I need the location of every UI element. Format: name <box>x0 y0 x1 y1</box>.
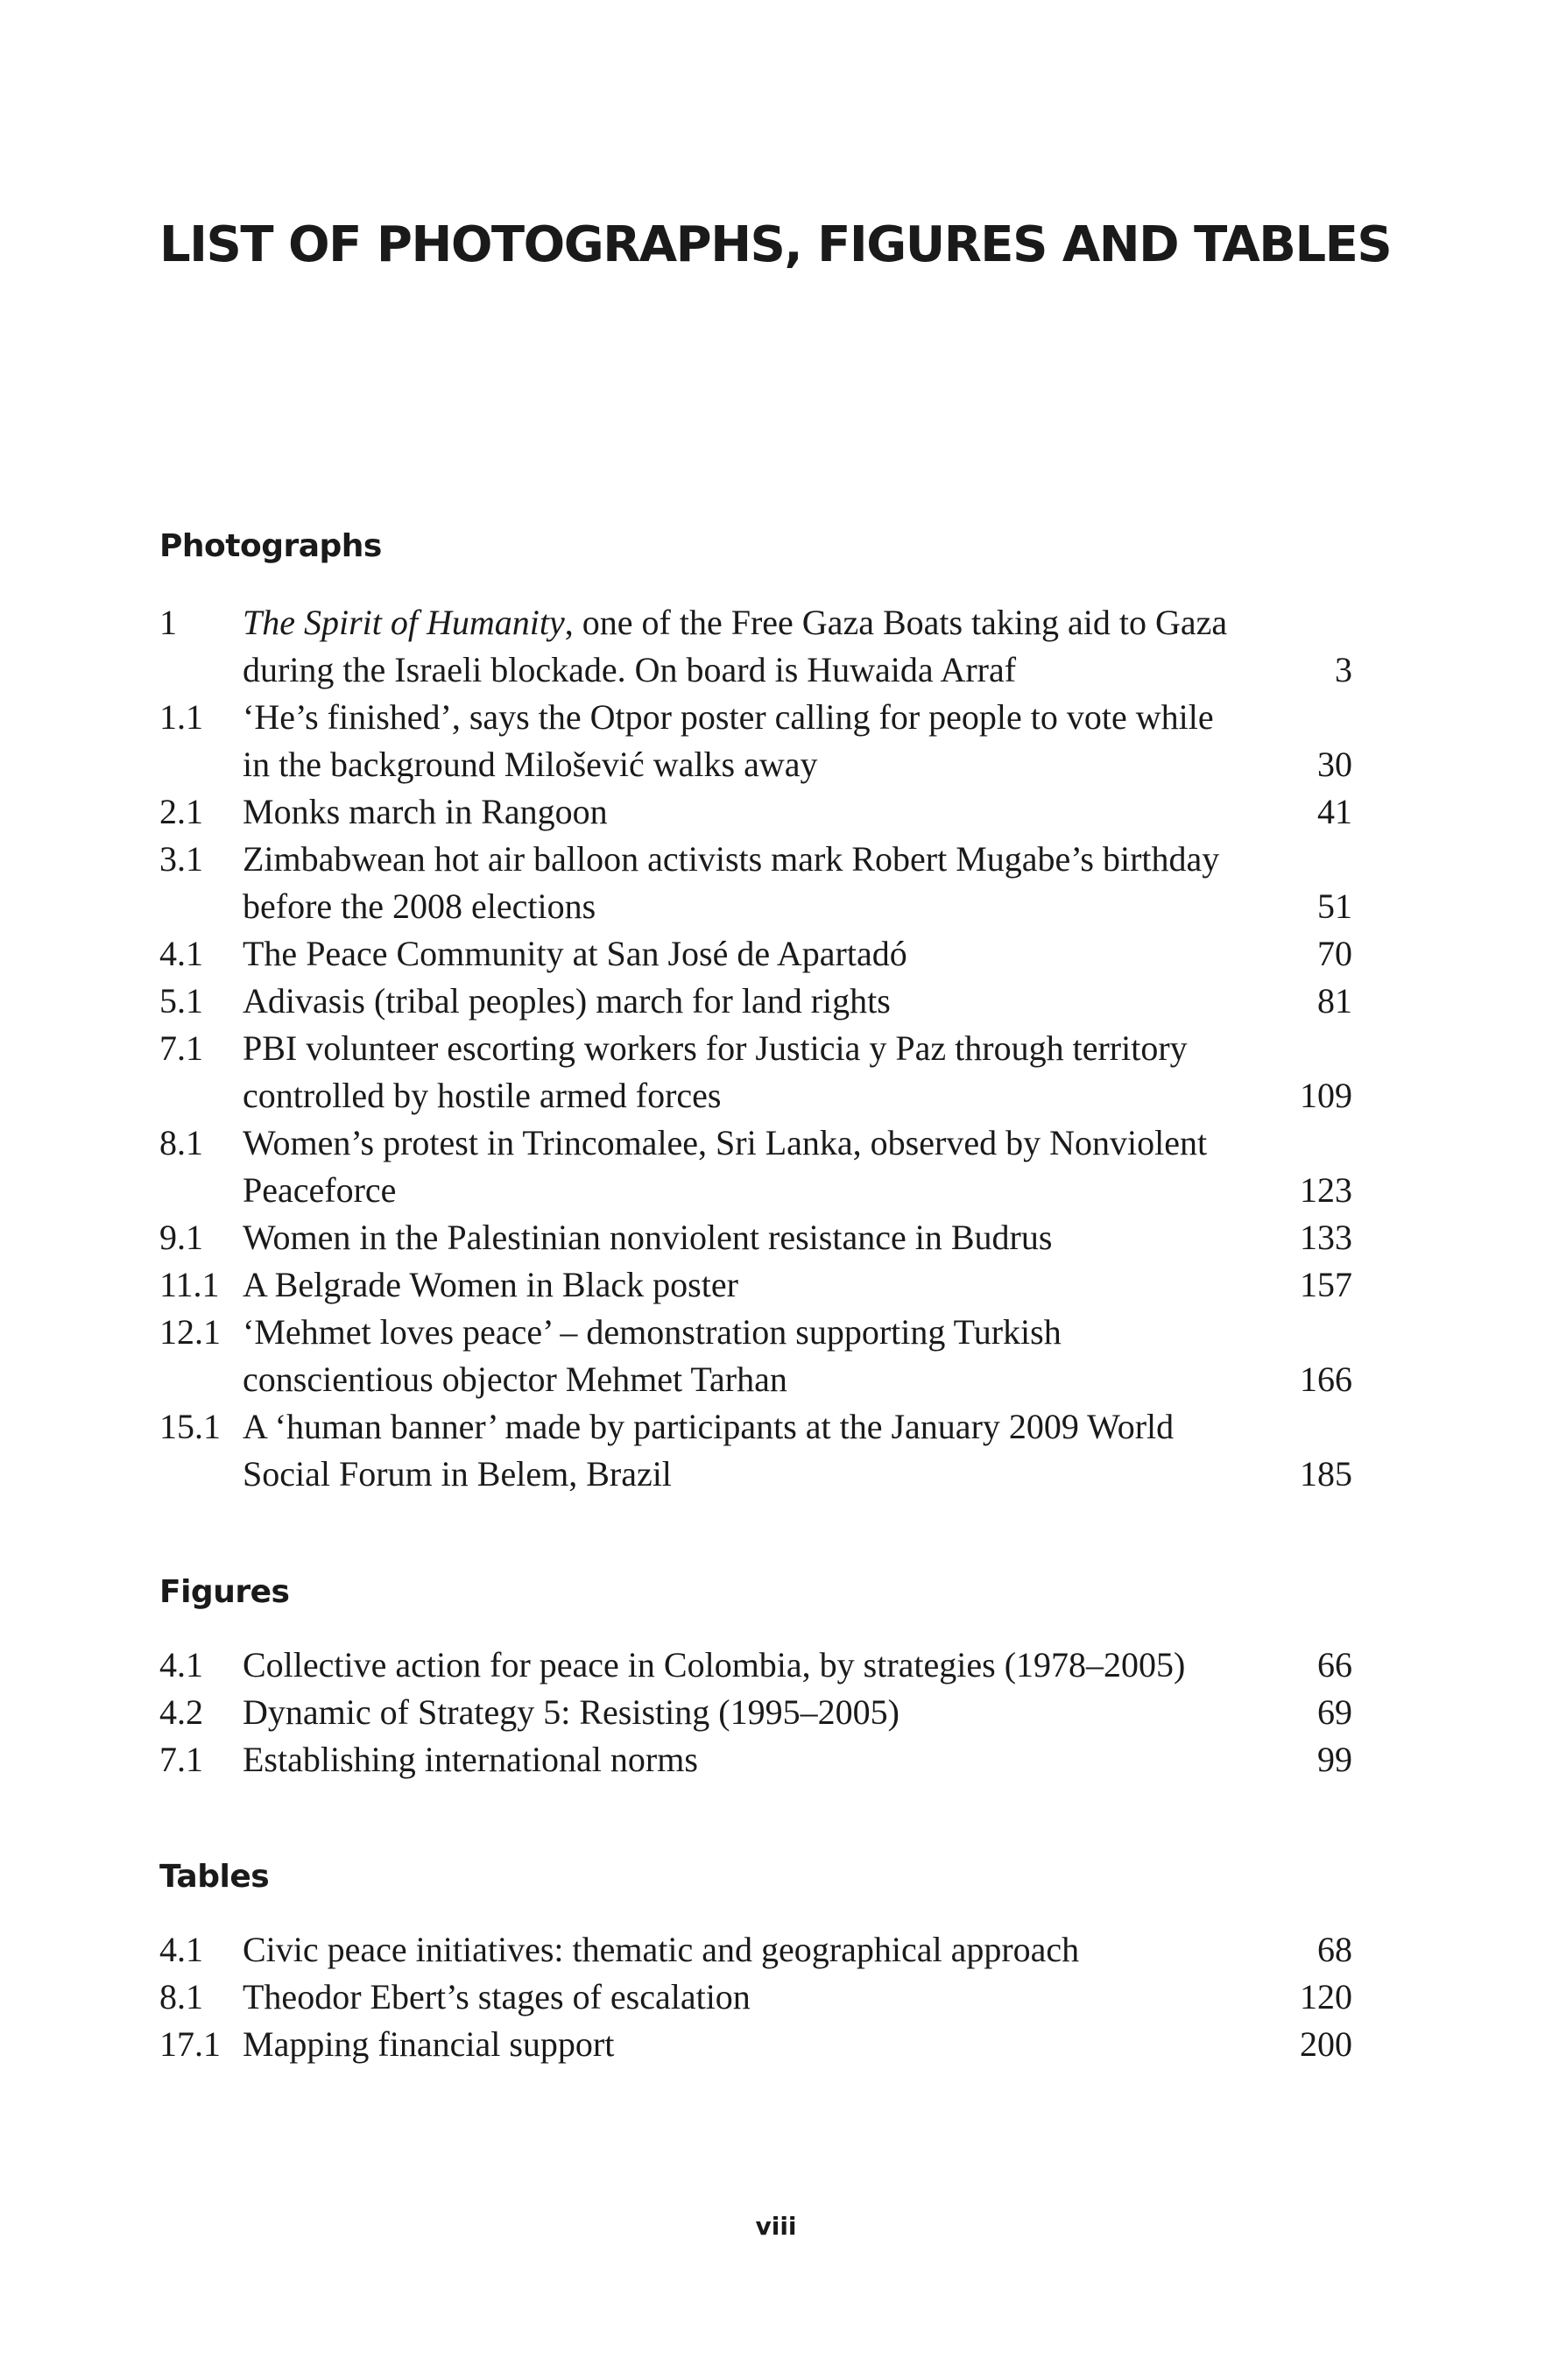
entry-title-rest: , one of the Free Gaza Boats taking aid to Gaza during the Israeli blockade. On board is Huwaida Arraf <box>243 603 1228 689</box>
entry-title: Monks march in Rangoon <box>243 792 608 831</box>
list-item <box>159 788 1352 836</box>
entry-page: 123 <box>1300 1170 1352 1210</box>
list-item <box>159 930 1352 978</box>
entry-number: 3.1 <box>159 839 203 879</box>
entry-page: 99 <box>1317 1740 1352 1779</box>
entry-page: 3 <box>1335 650 1352 689</box>
entry-page: 66 <box>1317 1645 1352 1684</box>
entry-title: Theodor Ebert’s stages of escalation <box>243 1977 751 2016</box>
entry-title: The Peace Community at San José de Apartadó <box>243 934 907 973</box>
figures-heading: Figures <box>159 1574 290 1610</box>
entry-number: 8.1 <box>159 1123 203 1162</box>
entry-number: 8.1 <box>159 1977 203 2016</box>
entry-title: Mapping financial support <box>243 2024 615 2064</box>
list-item <box>159 1736 1352 1783</box>
list-item <box>159 1261 1352 1309</box>
entry-page: 30 <box>1317 745 1352 784</box>
list-item <box>159 599 1352 694</box>
entry-number: 1 <box>159 603 177 642</box>
entry-title: Dynamic of Strategy 5: Resisting (1995–2005) <box>243 1692 899 1732</box>
photographs-list <box>159 599 1352 1498</box>
list-item <box>159 694 1352 788</box>
entry-page: 68 <box>1317 1930 1352 1969</box>
entry-title: Collective action for peace in Colombia, by strategies (1978–2005) <box>243 1645 1186 1684</box>
page-number: viii <box>755 2212 797 2241</box>
entry-page: 166 <box>1300 1359 1352 1399</box>
tables-section <box>159 1859 1352 2064</box>
entry-title: Women’s protest in Trincomalee, Sri Lanka, observed by Nonviolent Peaceforce <box>243 1123 1208 1210</box>
tables-list <box>159 1926 1352 2068</box>
list-item <box>159 1214 1352 1261</box>
figures-list <box>159 1642 1352 1783</box>
entry-title: ‘Mehmet loves peace’ – demonstration supporting Turkish conscientious objector Mehmet Tarhan <box>243 1312 1062 1399</box>
entry-number: 4.1 <box>159 1930 203 1969</box>
entry-number: 9.1 <box>159 1218 203 1257</box>
page-title: LIST OF PHOTOGRAPHS, FIGURES AND TABLES <box>159 216 1392 273</box>
entry-title: Women in the Palestinian nonviolent resistance in Budrus <box>243 1218 1053 1257</box>
entry-page: 120 <box>1300 1977 1352 2016</box>
entry-number: 4.2 <box>159 1692 203 1732</box>
entry-title: Establishing international norms <box>243 1740 698 1779</box>
entry-page: 185 <box>1300 1454 1352 1494</box>
entry-number: 2.1 <box>159 792 203 831</box>
list-item <box>159 1974 1352 2021</box>
entry-page: 133 <box>1300 1218 1352 1257</box>
photographs-heading: Photographs <box>159 528 382 564</box>
entry-page: 51 <box>1317 886 1352 926</box>
tables-heading: Tables <box>159 1859 270 1895</box>
entry-title: Civic peace initiatives: thematic and geographical approach <box>243 1930 1080 1969</box>
list-item <box>159 1642 1352 1689</box>
list-item <box>159 1926 1352 1974</box>
entry-page: 109 <box>1300 1076 1352 1115</box>
entry-title-italic: The Spirit of Humanity <box>243 603 565 642</box>
entry-page: 69 <box>1317 1692 1352 1732</box>
entry-title: Adivasis (tribal peoples) march for land rights <box>243 981 891 1021</box>
list-item <box>159 978 1352 1025</box>
entry-title: ‘He’s finished’, says the Otpor poster calling for people to vote while in the background Milošević walks away <box>243 697 1214 784</box>
entry-number: 5.1 <box>159 981 203 1021</box>
entry-page: 70 <box>1317 934 1352 973</box>
entry-number: 4.1 <box>159 1645 203 1684</box>
entry-page: 81 <box>1317 981 1352 1021</box>
entry-number: 7.1 <box>159 1740 203 1779</box>
list-item <box>159 2021 1352 2068</box>
entry-title: A ‘human banner’ made by participants at the January 2009 World Social Forum in Belem, Brazil <box>243 1407 1175 1494</box>
entry-number: 15.1 <box>159 1407 221 1446</box>
list-item <box>159 836 1352 930</box>
entry-title: PBI volunteer escorting workers for Justicia y Paz through territory controlled by hostile armed forces <box>243 1028 1188 1115</box>
entry-page: 41 <box>1317 792 1352 831</box>
list-item <box>159 1025 1352 1119</box>
figures-section <box>159 1574 1352 1779</box>
entry-number: 17.1 <box>159 2024 221 2064</box>
entry-title <box>243 599 1241 694</box>
entry-number: 7.1 <box>159 1028 203 1068</box>
entry-title: A Belgrade Women in Black poster <box>243 1265 738 1304</box>
entry-number: 1.1 <box>159 697 203 737</box>
list-item <box>159 1309 1352 1403</box>
list-item <box>159 1119 1352 1214</box>
photographs-section <box>159 528 1352 1494</box>
entry-number: 12.1 <box>159 1312 221 1352</box>
entry-page: 157 <box>1300 1265 1352 1304</box>
entry-page: 200 <box>1300 2024 1352 2064</box>
entry-title: Zimbabwean hot air balloon activists mark Robert Mugabe’s birthday before the 2008 elections <box>243 839 1220 926</box>
entry-number: 11.1 <box>159 1265 220 1304</box>
entry-number: 4.1 <box>159 934 203 973</box>
list-item <box>159 1689 1352 1736</box>
list-item <box>159 1403 1352 1498</box>
